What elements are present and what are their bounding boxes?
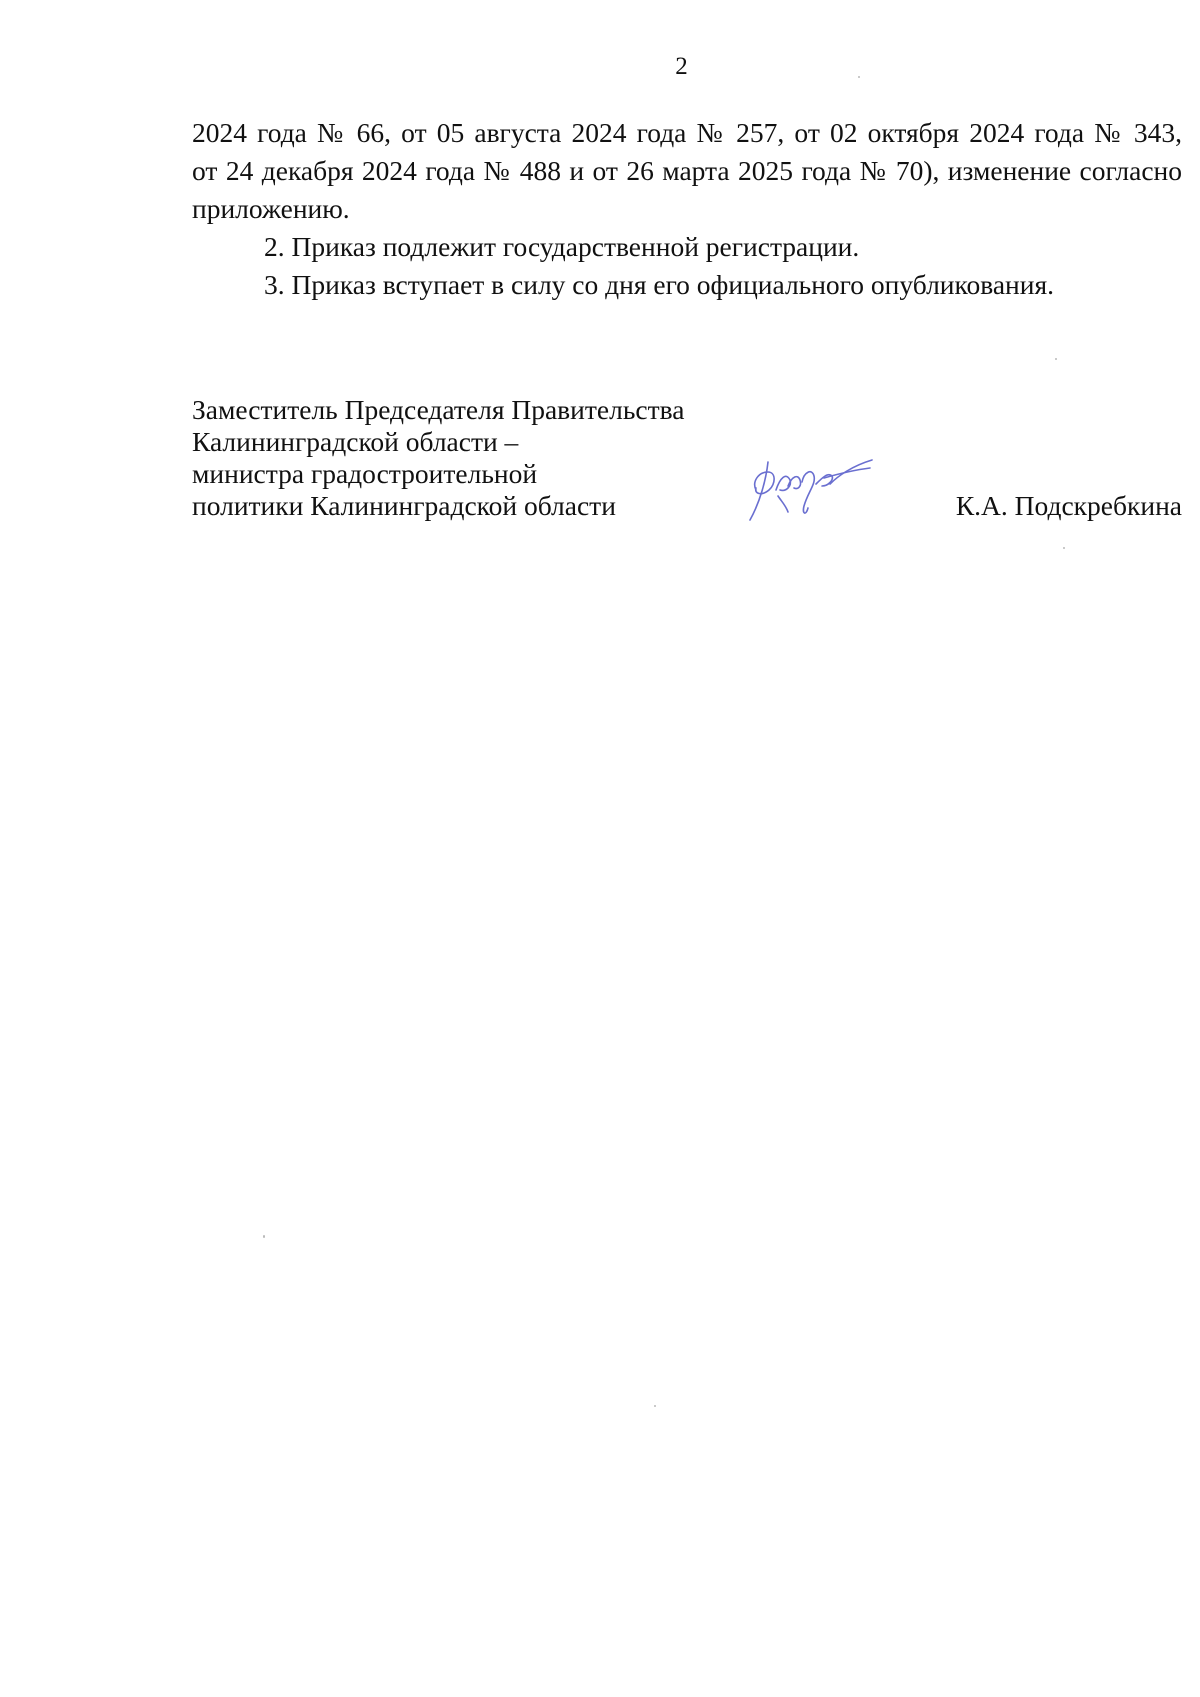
paragraph-item-3: 3. Приказ вступает в силу со дня его официального опубликования. <box>264 269 1055 300</box>
continuation-paragraph <box>192 114 1182 228</box>
text-line: 2024 года № 66, от 05 августа 2024 года № 257, от 02 октября 2024 года № 343, <box>192 117 1182 148</box>
position-line: Заместитель Председателя Правительства <box>192 394 685 425</box>
position-line: министра градостроительной <box>192 458 538 489</box>
page-number: 2 <box>675 53 688 80</box>
position-line: Калининградской области – <box>192 426 519 457</box>
scan-speck <box>1063 547 1065 549</box>
scan-speck <box>858 76 860 78</box>
paragraph-item-2: 2. Приказ подлежит государственной регистрации. <box>264 231 860 262</box>
signer-name: К.А. Подскребкина <box>955 490 1182 521</box>
handwritten-signature <box>742 450 882 530</box>
scan-speck <box>1055 358 1057 360</box>
scan-speck <box>654 1405 656 1407</box>
signature-block <box>192 394 1182 544</box>
position-line: политики Калининградской области <box>192 490 616 521</box>
text-line: приложению. <box>192 193 350 224</box>
scan-speck <box>263 1235 265 1238</box>
text-line: от 24 декабря 2024 года № 488 и от 26 марта 2025 года № 70), изменение согласно <box>192 155 1182 186</box>
document-body <box>192 114 1182 304</box>
signer-position <box>192 394 752 522</box>
